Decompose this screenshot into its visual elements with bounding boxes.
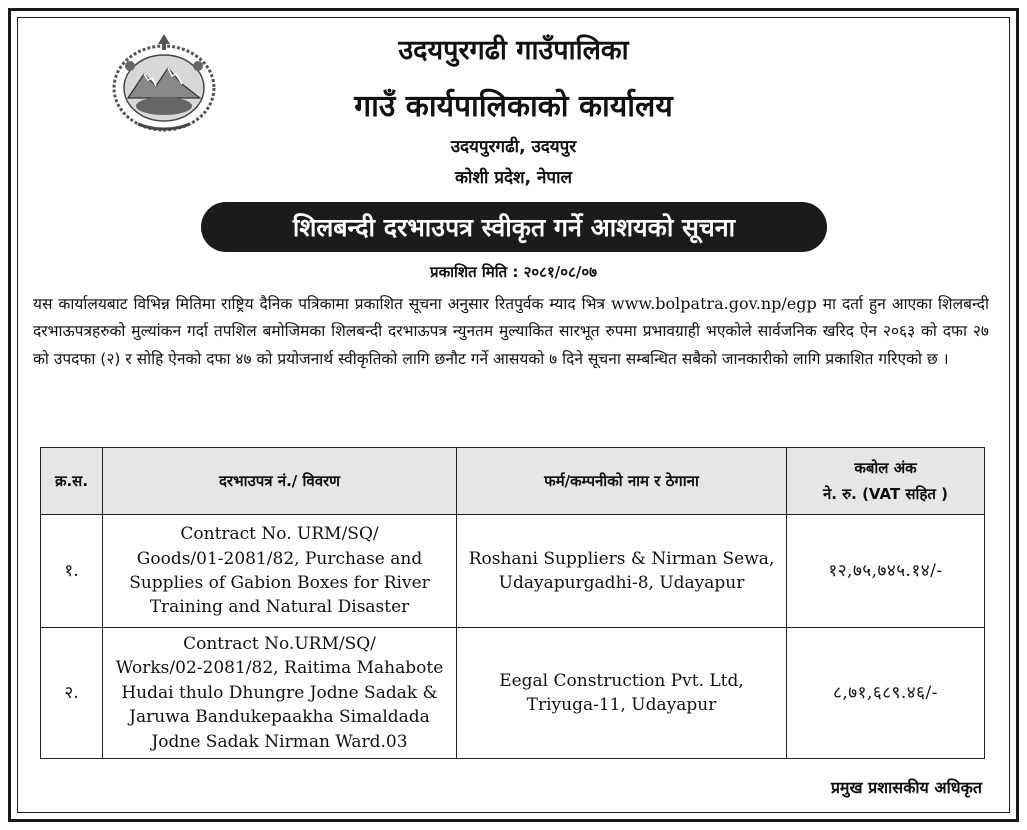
municipality-name: उदयपुरगढी गाउँपालिका xyxy=(398,35,629,66)
notice-title xyxy=(201,202,827,252)
notice-body xyxy=(33,290,989,373)
row-firm xyxy=(457,628,787,759)
header-firm: फर्म/कम्पनीको नाम र ठेगाना xyxy=(457,448,787,515)
row-contract xyxy=(103,515,457,628)
header-amount-line1: कबोल अंक xyxy=(854,459,917,477)
notice-body-part2: मा दर्ता हुन आएका शिलबन्दी दरभाऊपत्रहरुको मुल्यांकन गर्दा तपशिल बमोजिमका शिलबन्दी दरभाऊपत्र न्युनतम मुल्याकित सारभूत रुपमा प्रभावग्राही भएकोले सार्वजनिक खरिद ऐन २०६३ को दफा २७ को उपदफा (२) र सोहि ऐनको दफा ४७ को प्रयोजनार्थ स्वीकृतिको लागि छनौट गर्ने आसयको ७ दिने सूचना सम्बन्धित सबैको जानकारीको लागि प्रकाशित गरिएको छ । xyxy=(33,295,989,368)
row-amount: ८,७१,६८९.४६/- xyxy=(787,628,985,759)
header-sn: क्र.स. xyxy=(41,448,103,515)
contract-line: Jodne Sadak Nirman Ward.03 xyxy=(151,731,408,752)
row-contract xyxy=(103,628,457,759)
bid-table xyxy=(40,447,985,759)
header-contract: दरभाउपत्र नं./ विवरण xyxy=(103,448,457,515)
office-name: गाउँ कार्यपालिकाको कार्यालय xyxy=(354,89,673,124)
row-sn: १. xyxy=(41,515,103,628)
notice-title-text: शिलबन्दी दरभाउपत्र स्वीकृत गर्ने आशयको सूचना xyxy=(292,213,736,242)
row-sn: २. xyxy=(41,628,103,759)
row-firm xyxy=(457,515,787,628)
contract-line: Hudai thulo Dhungre Jodne Sadak & xyxy=(121,682,438,703)
firm-line: Udayapurgadhi-8, Udayapur xyxy=(498,573,745,593)
signatory-title: प्रमुख प्रशासकीय अधिकृत xyxy=(830,778,982,797)
published-date: प्रकाशित मिति : २०८१/०८/०७ xyxy=(430,263,597,281)
office-address: उदयपुरगढी, उदयपुर xyxy=(450,137,577,157)
contract-line: Works/02-2081/82, Raitima Mahabote xyxy=(115,658,444,679)
contract-line: Supplies of Gabion Boxes for River xyxy=(129,573,430,593)
firm-line: Triyuga-11, Udayapur xyxy=(526,695,717,715)
contract-line: Jaruwa Bandukepaakha Simaldada xyxy=(129,707,430,728)
contract-line: Training and Natural Disaster xyxy=(149,597,410,618)
header-amount-line2: ने. रु. (VAT सहित ) xyxy=(822,485,949,503)
table-row xyxy=(41,628,985,759)
bolpatra-link[interactable]: www.bolpatra.gov.np/egp xyxy=(611,294,817,313)
row-amount: १२,७५,७४५.१४/- xyxy=(787,515,985,628)
contract-line: Contract No. URM/SQ/ xyxy=(180,524,379,545)
contract-line: Contract No.URM/SQ/ xyxy=(183,633,376,654)
header-amount xyxy=(787,448,985,515)
office-province: कोशी प्रदेश, नेपाल xyxy=(455,168,572,188)
table-row xyxy=(41,515,985,628)
firm-line: Eegal Construction Pvt. Ltd, xyxy=(499,670,744,691)
firm-line: Roshani Suppliers & Nirman Sewa, xyxy=(468,548,775,569)
table-header-row xyxy=(41,448,985,515)
contract-line: Goods/01-2081/82, Purchase and xyxy=(136,548,423,569)
notice-body-part1: यस कार्यालयबाट विभिन्न मितिमा राष्ट्रिय दैनिक पत्रिकामा प्रकाशित सूचना अनुसार रितपुर्वक म्याद भित्र xyxy=(33,295,606,313)
